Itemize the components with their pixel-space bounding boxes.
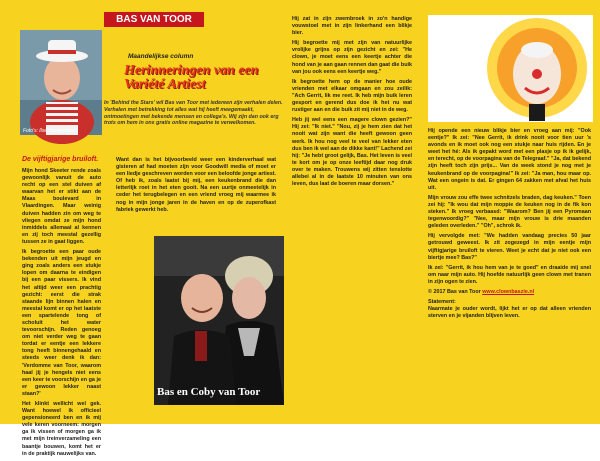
paragraph: Ik begroette een paar oude bekenden uit mijn jeugd en ging zoals anders een stukje lopen om daarna te eindigen bij een paar vissers. Ik vind het altijd weer een prachtig gezicht: eerst die strak staande lijn binnen halen en meestal komt er op het laatste een spartelende tong of scholuit het water tevoorschijn. Reden genoeg om niet verder weg te gaan tordat er eentje een lekkere tong heeft binnengehaald en steeds weer denk ik dan: 'Verdomme van Toor, waarom haal jij je hengels niet eens een keer te voorschijn en ga je er gewoon lekker naast staan?' [22,249,101,397]
paragraph: Heb jij wel eens een magere clown gezien?" Hij zei: "Ik niet." "Nou, zij je hem zien dat het nooit wat zijn want die heeft gewoon geen werk. Ik hou nog veel te veel van lekker eten dus ben ik wel aan de dikke kant!" Lachend zei hij: "Je hebt groot gelijk, Bas. Het leven is veel te kort om je op onze leeftijd daar nog druk over te maken. Trouwens wij zitten tenslotte allebei al in de laatste 10 minuten van ons leven, dus laat de boeren maar dorsen." [292,117,412,188]
article-column-1 [22,168,101,461]
article-section-title: De vijftigjarige bruiloft. [22,156,99,163]
photo-caption: Bas en Coby van Toor [157,386,261,398]
article-column-3 [292,16,412,191]
column-subtitle: Maandelijkse column [128,53,194,60]
paragraph: Mijn hond Skeeter rende zoals gewoonlijk vanuit de auto recht op een stel duiven af waarvan het er stikt aan de Maas boulevard in Vlaardingen. Maar weinig duiven hadden zin om weg te vliegen omdat ze mijn hond inmiddels allemaal al kennen en zij toch meestal gezellig tussen ze in gaat liggen. [22,168,101,245]
paragraph: Hij opende een nieuw blikje bier en vroeg aan mij: "Ook eentje?" Ik zei: "Nee Gerrit, ik drink nooit voor tien uur 's avonds en ik moet ook nog een stukje naar huis rijden. En je weet het hé: Als ik gepakt word met een plasje op ik ik gelijk, en terecht, op de voorpagina van de Telegraaf." "Ja, dat bekend zijn heeft toch zijn prijs... Van de week stond je nog met je keukenbrand op de voorpagina!" Ik zei: "Ja man, hou maar op. Wat een ongein is dat. Er gingen 64 zakken met afval het huis uit. [428,128,591,191]
article-column-4 [428,128,591,323]
website-link[interactable]: www.clownbaszie.nl [482,288,535,295]
copyright-line [428,289,591,296]
couple-photo [154,236,284,405]
paragraph: Hij zat in zijn zwembroek in zo'n handige vouwstoel met in zijn linkerhand een blikje bier. [292,16,412,37]
paragraph: Ik zei: "Gerrit, ik hou hem van je te goed" en draaide mij snel om naar mijn auto. Hij hoefde natuurlijk geen clown met tranen in zijn ogen te zien. [428,264,591,285]
paragraph: Het klinkt wellicht wel gek. Want hoewel ik officieel gepensioneerd ben en ik mij vele keren voorneem: morgen ga ik vissen of morgen ga ik met mijn treinverzameling een baantje bouwen, komt het er in de praktijk nauwelijks van. [22,401,101,457]
paragraph: Mijn vrouw zou effe twee schnitzels braden, dag keuken." Toen zei hij: "Ik wou dat mijn moppie de keuken nog in de fik kon steken." Ik vroeg verbaasd: "Waarom? Ben jij een Pyromaan tegenwoordig?" "Nee, maar mijn vrouw is drie maanden geleden overleden." "Oh", schrok ik. [428,194,591,230]
copyright: © 2017 Bas van Toor [428,288,481,295]
paragraph: Ik begroette hem op de manier hoe oude vrienden met elkaar omgaan en zou zeilik: "Ach Gerrit, lik me reet. Ik heb mijn buik leren gesport en gerend dus doe ik het nu wat rustiger aan en die buik zit mij niet in de weg. [292,78,412,114]
author-banner: BAS VAN TOOR [104,12,204,27]
clown-photo [428,15,593,122]
paragraph: Hij begroette mij met zijn van natuurlijke vrolijke grijns op zijn gezicht en zei: "He clown, je moet eens een keertje achter die hond van je aan gaan rennen dan gaat die buik van jou ook eens een keertje weg." [292,40,412,75]
portrait-bas-photo [20,30,102,135]
statement-title: Statement: [428,299,456,306]
paragraph: Hij vervolgde met: "We hadden vandaag precies 50 jaar getrouwd geweest. Ik zit zogezegd in mijn eentje mijn vijftigjarige bruiloft te vieren. Weet je echt dat je niet ook een biertje mee? Bas?" [428,233,591,261]
intro-text: In 'Behind the Stars' wil Bas van Toor met iedereen zijn verhalen delen. Verhalen met betrekking tot alles wat hij heeft meegemaakt, ontmoetingen met bekende mensen en collega's. Wij zijn dan ook erg trots om hem in ons gratis online magazine te verwelkomen. [104,100,283,127]
column-title: Herinneringen van een Variété Artiest [124,63,259,92]
statement-text: Naarmate je ouder wordt, lijkt het er op dat alleen vrienden sterven en je vijanden blijven leven. [428,306,591,320]
photo-credit: Foto's: Ilse Hoogendorp [23,128,76,134]
paragraph: Want dan is het bijvoorbeeld weer een kinderverhaal wat gisteren af had moeten zijn voor Goodwill media of moet er een liedje geschreven worden voor een beloofde jonge artiest. Of heb ik, zoals laatst bij mij, een keukenbrand die dan letterlijk roet in het eten gooit. Na een uurtje onmeetelijk in ceder het terugbelegen en een vriend vroeg mij waarmee ik nog in mijn jonge jaren in de haven en op de zuperofkast fabriek gewerkt heb. [116,157,276,213]
article-column-2 [116,157,276,217]
